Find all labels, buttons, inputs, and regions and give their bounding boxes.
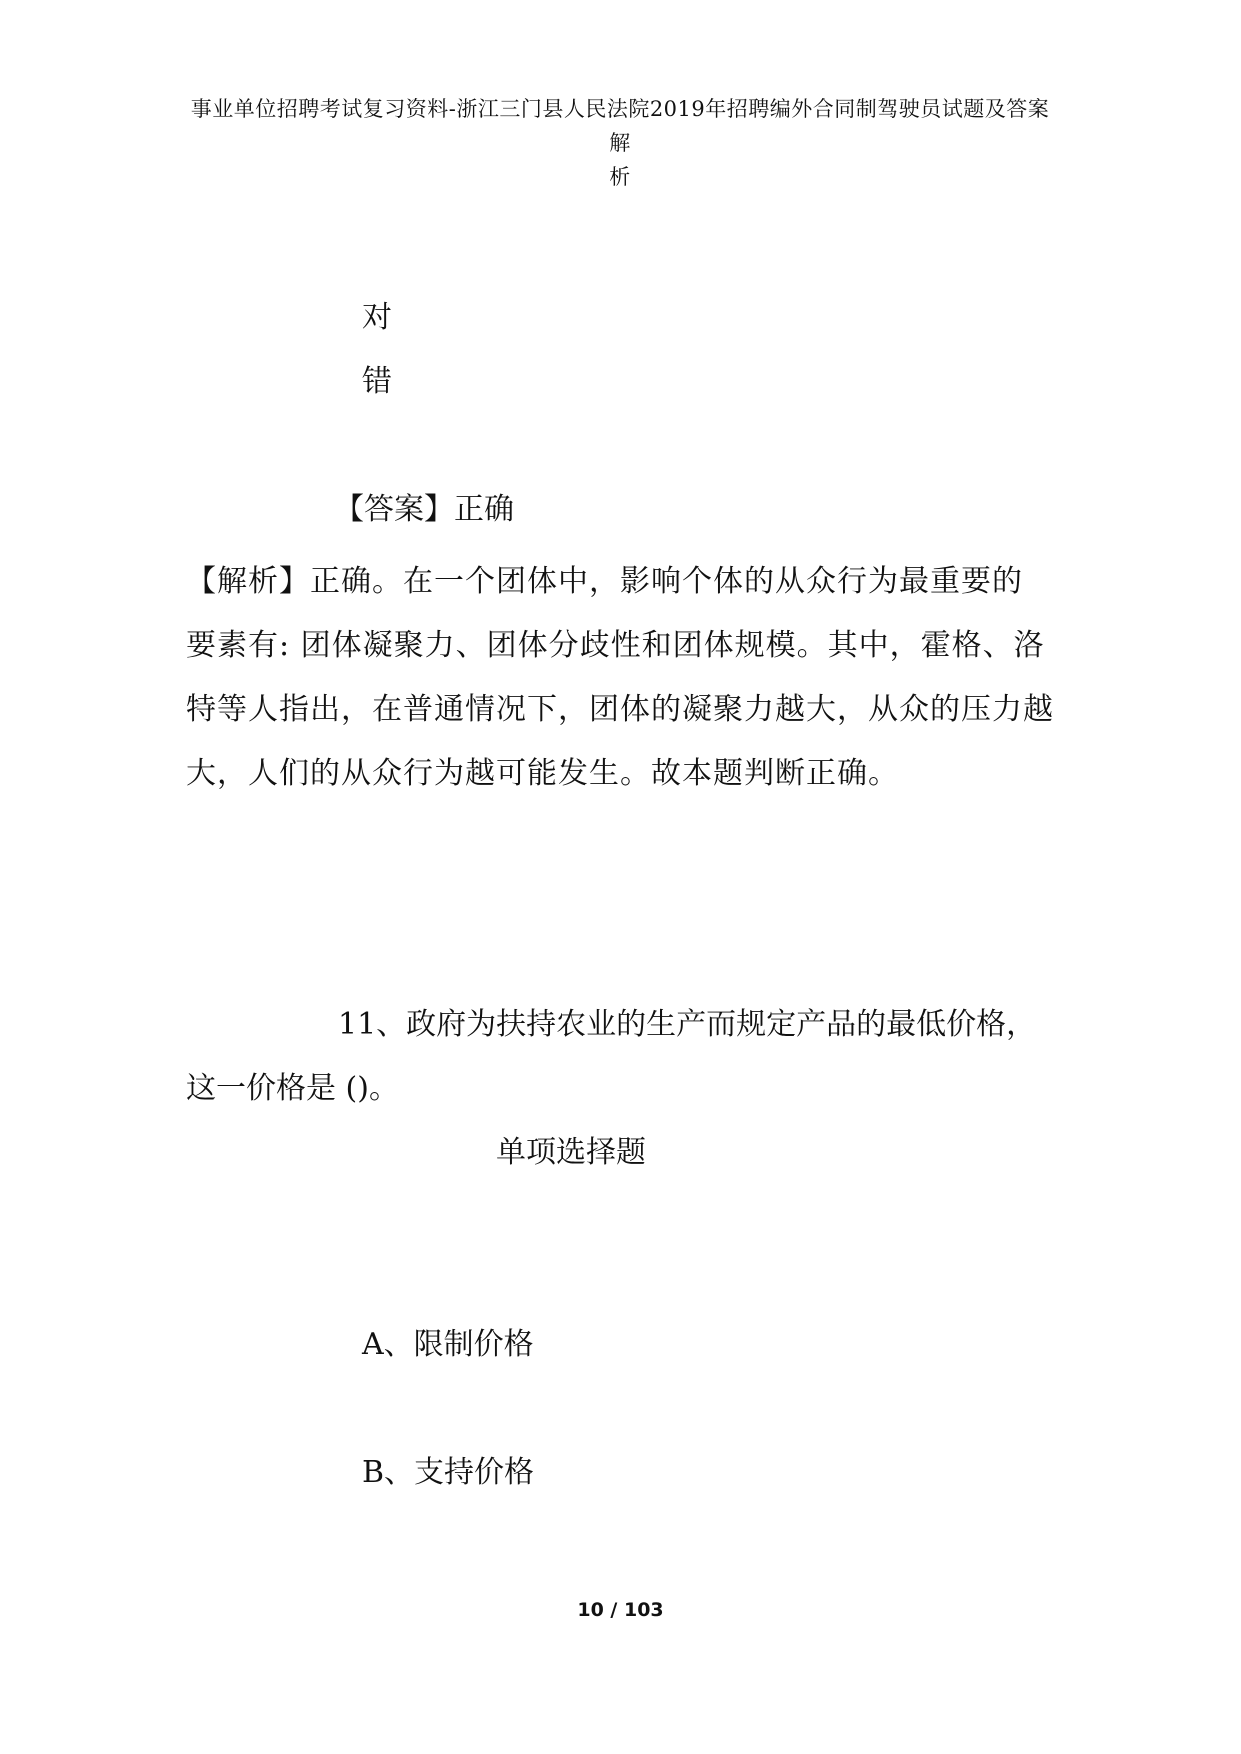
question-type-label: 单项选择题 — [496, 1135, 646, 1170]
analysis-paragraph — [186, 550, 1066, 806]
answer-line: 【答案】正确 — [334, 492, 514, 527]
option-false: 错 — [362, 364, 392, 399]
question-stem-line-2: 这一价格是 ()。 — [186, 1071, 399, 1106]
option-a: A、限制价格 — [362, 1327, 534, 1362]
analysis-line-4: 大，人们的从众行为越可能发生。故本题判断正确。 — [186, 756, 899, 791]
analysis-line-3: 特等人指出，在普通情况下，团体的凝聚力越大，从众的压力越 — [186, 692, 1054, 727]
option-true: 对 — [362, 300, 392, 335]
header-title-line-1: 事业单位招聘考试复习资料-浙江三门县人民法院2019年招聘编外合同制驾驶员试题及答案解 — [190, 97, 1050, 155]
question-stem-line-1: 11、政府为扶持农业的生产而规定产品的最低价格， — [338, 1007, 1037, 1042]
analysis-line-2: 要素有: 团体凝聚力、团体分歧性和团体规模。其中，霍格、洛 — [186, 628, 1045, 663]
analysis-line-1: 【解析】正确。在一个团体中，影响个体的从众行为最重要的 — [186, 564, 1023, 599]
page-number: 10 / 103 — [577, 1599, 664, 1621]
option-b: B、支持价格 — [362, 1455, 535, 1490]
document-header — [180, 92, 1060, 194]
header-title-line-2: 析 — [609, 165, 631, 189]
